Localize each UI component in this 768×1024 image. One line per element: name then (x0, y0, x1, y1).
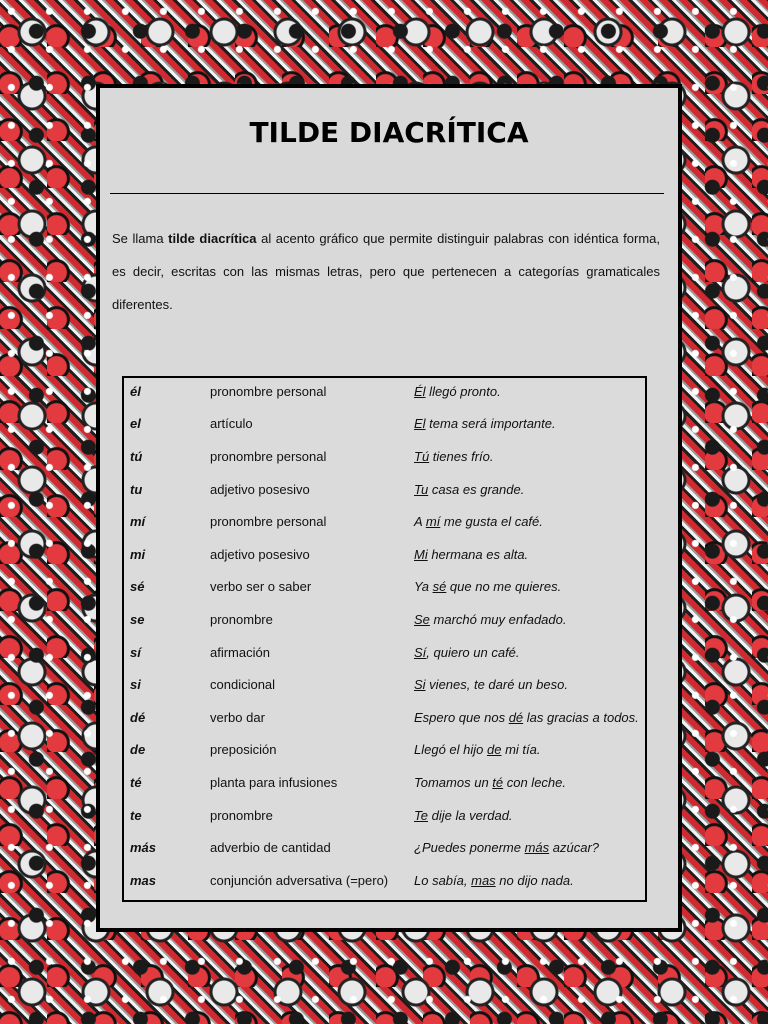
category-cell: afirmación (210, 644, 270, 660)
example-text-after: , quiero un café. (426, 644, 520, 660)
example-underlined-word: mas (471, 872, 496, 888)
table-row (124, 408, 645, 441)
example-cell (414, 408, 645, 441)
table-row (124, 668, 645, 701)
example-underlined-word: Si (414, 677, 426, 693)
intro-bold-term: tilde diacrítica (168, 231, 257, 246)
intro-text-start: Se llama (112, 231, 169, 246)
word-cell: se (130, 611, 145, 627)
example-underlined-word: Te (414, 807, 428, 823)
table-row (124, 375, 645, 408)
word-cell: té (130, 774, 142, 790)
diacritic-table (122, 376, 647, 902)
example-text-before: Ya (414, 579, 433, 595)
table-row (124, 571, 645, 604)
example-cell (414, 505, 645, 538)
example-underlined-word: té (492, 774, 504, 790)
example-underlined-word: Él (414, 383, 426, 399)
category-cell: condicional (210, 677, 276, 693)
example-cell (414, 636, 645, 669)
page-title: TILDE DIACRÍTICA (249, 116, 529, 149)
word-cell: más (130, 840, 157, 856)
table-row (124, 603, 645, 636)
example-cell (414, 701, 645, 734)
example-text-after: las gracias a todos. (523, 709, 639, 725)
example-text-after: no dijo nada. (495, 872, 574, 888)
word-cell: sí (130, 644, 141, 660)
word-cell: mi (130, 546, 146, 562)
example-underlined-word: de (487, 742, 502, 758)
example-cell (414, 473, 645, 506)
word-cell: él (130, 383, 141, 399)
example-cell (414, 864, 645, 897)
word-cell: si (130, 677, 141, 693)
example-cell (414, 440, 645, 473)
example-underlined-word: Sí (414, 644, 427, 660)
word-cell: tú (130, 448, 143, 464)
word-cell: de (130, 742, 146, 758)
table-row (124, 799, 645, 832)
example-cell (414, 538, 645, 571)
example-cell (414, 603, 645, 636)
category-cell: pronombre (210, 807, 273, 823)
example-underlined-word: Mi (414, 546, 428, 562)
table-row (124, 734, 645, 767)
example-text-after: mi tía. (501, 742, 541, 758)
example-text-before: Llegó el hijo (414, 742, 487, 758)
category-cell: adjetivo posesivo (210, 481, 310, 497)
category-cell: verbo dar (210, 709, 265, 725)
table-row (124, 831, 645, 864)
example-cell (414, 571, 645, 604)
example-text-after: vienes, te daré un beso. (425, 677, 568, 693)
diacritic-table-grid (124, 375, 645, 897)
table-row (124, 505, 645, 538)
table-row (124, 538, 645, 571)
example-text-after: llegó pronto. (425, 383, 501, 399)
word-cell: el (130, 416, 141, 432)
category-cell: preposición (210, 742, 277, 758)
category-cell: pronombre personal (210, 383, 327, 399)
intro-text-end: al acento gráfico que permite distinguir palabras con idéntica forma, es decir, escritas con las mismas letras, pero que pertenecen a categorías gramaticales diferentes. (112, 231, 660, 312)
example-text-after: tema será importante. (425, 416, 556, 432)
word-cell: dé (130, 709, 146, 725)
word-cell: mí (130, 514, 146, 530)
intro-paragraph (112, 222, 660, 321)
example-text-before: A (414, 514, 426, 530)
table-row (124, 636, 645, 669)
word-cell: tu (130, 481, 143, 497)
category-cell: conjunción adversativa (=pero) (210, 872, 389, 888)
example-underlined-word: dé (508, 709, 524, 725)
example-text-after: con leche. (503, 774, 566, 790)
example-text-after: dije la verdad. (427, 807, 513, 823)
category-cell: pronombre (210, 611, 273, 627)
category-cell: planta para infusiones (210, 774, 338, 790)
example-text-before: ¿Puedes ponerme (414, 840, 525, 856)
example-text-after: azúcar? (549, 840, 600, 856)
example-cell (414, 668, 645, 701)
word-cell: te (130, 807, 142, 823)
example-text-after: marchó muy enfadado. (429, 611, 567, 627)
category-cell: adverbio de cantidad (210, 840, 331, 856)
example-text-after: tienes frío. (429, 448, 494, 464)
example-text-after: casa es grande. (428, 481, 525, 497)
example-text-after: me gusta el café. (440, 514, 543, 530)
example-text-after: hermana es alta. (427, 546, 529, 562)
example-text-before: Lo sabía, (414, 872, 472, 888)
table-row (124, 766, 645, 799)
example-text-before: Tomamos un (414, 774, 493, 790)
example-underlined-word: mí (425, 514, 441, 530)
example-cell (414, 734, 645, 767)
category-cell: adjetivo posesivo (210, 546, 310, 562)
example-underlined-word: sé (432, 579, 447, 595)
category-cell: artículo (210, 416, 253, 432)
example-cell (414, 831, 645, 864)
document-page (96, 84, 682, 932)
title-divider (110, 193, 664, 194)
table-row (124, 440, 645, 473)
category-cell: verbo ser o saber (210, 579, 312, 595)
example-text-before: Espero que nos (414, 709, 509, 725)
example-underlined-word: más (524, 840, 550, 856)
table-row (124, 701, 645, 734)
example-cell (414, 375, 645, 408)
table-row (124, 864, 645, 897)
category-cell: pronombre personal (210, 448, 327, 464)
category-cell: pronombre personal (210, 514, 327, 530)
example-cell (414, 766, 645, 799)
example-text-after: que no me quieres. (446, 579, 562, 595)
example-underlined-word: Se (414, 611, 430, 627)
example-underlined-word: El (414, 416, 426, 432)
word-cell: mas (130, 872, 157, 888)
table-row (124, 473, 645, 506)
example-underlined-word: Tú (414, 448, 430, 464)
example-cell (414, 799, 645, 832)
word-cell: sé (130, 579, 145, 595)
example-underlined-word: Tu (414, 481, 429, 497)
